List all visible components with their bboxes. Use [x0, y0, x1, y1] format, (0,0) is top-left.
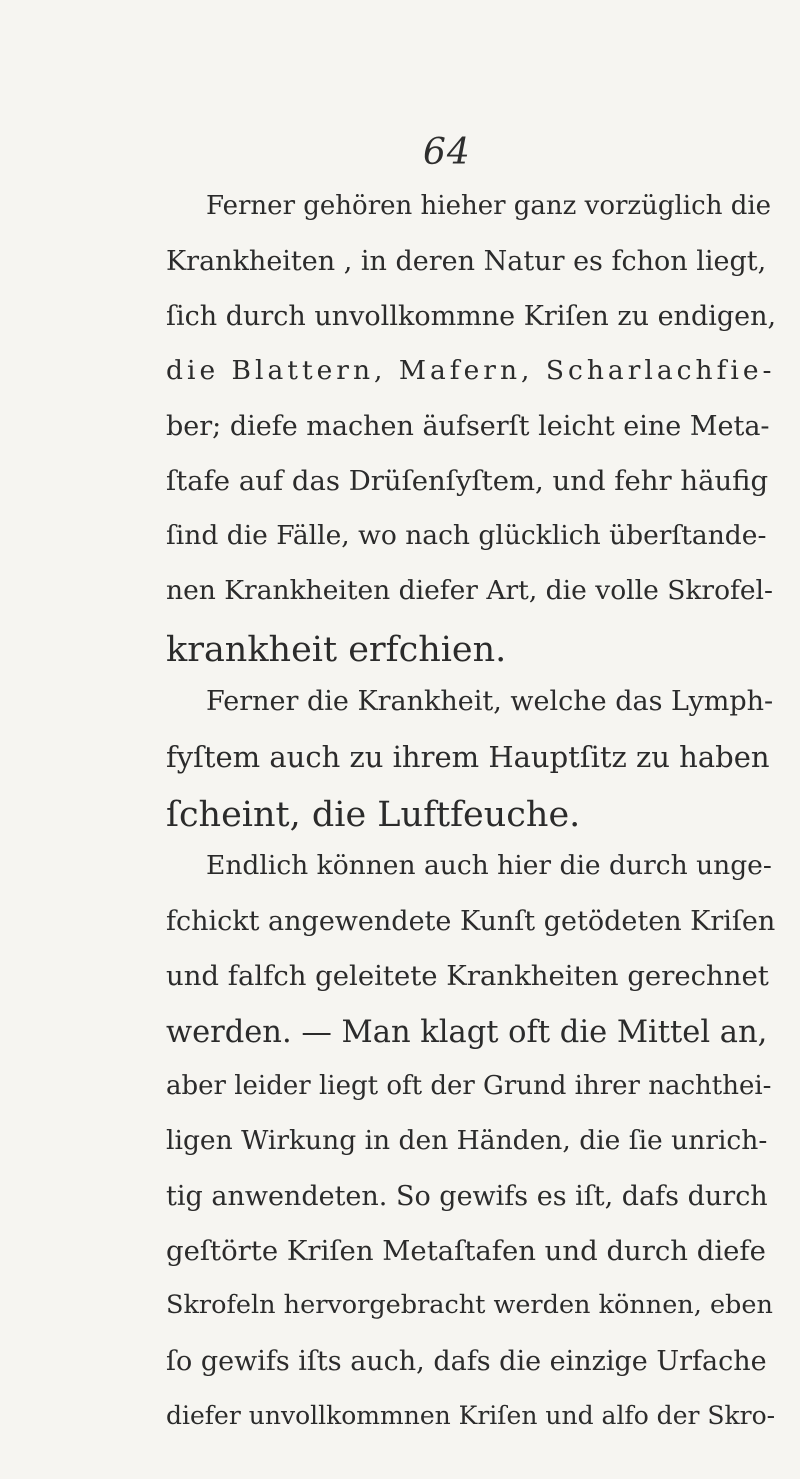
text-line-10: Ferner die Krankheit, welche das Lymph- [206, 686, 774, 717]
text-line-21: Skrofeln hervorgebracht werden können, eben [166, 1290, 773, 1320]
text-line-19: tig anwendeten. So gewifs es iſt, dafs durch [166, 1181, 768, 1212]
text-line-13: Endlich können auch hier die durch unge- [206, 850, 772, 881]
text-line-12: ſcheint, die Luftfeuche. [166, 795, 581, 835]
text-line-9: krankheit erfchien. [166, 630, 507, 670]
text-line-3: ſich durch unvollkommne Kriſen zu endigen, [166, 301, 777, 332]
text-line-20: geſtörte Kriſen Metaſtafen und durch diefe [166, 1235, 766, 1267]
text-line-15: und falfch geleitete Krankheiten gerechnet [166, 960, 769, 992]
text-line-5: ber; diefe machen äufserſt leicht eine Meta- [166, 411, 770, 442]
text-line-17: aber leider liegt oft der Grund ihrer nachthei- [166, 1071, 772, 1101]
text-line-2: Krankheiten , in deren Natur es fchon liegt, [166, 246, 767, 277]
text-line-23: diefer unvollkommnen Kriſen und alfo der Skro- [166, 1401, 776, 1430]
text-line-16: werden. — Man klagt oft die Mittel an, [166, 1015, 768, 1050]
text-line-6: ſtafe auf das Drüſenſyſtem, und fehr häufig [166, 465, 769, 497]
text-line-11: fyſtem auch zu ihrem Hauptſitz zu haben [166, 740, 770, 774]
text-line-4: die Blattern, Mafern, Scharlachfie- [166, 355, 776, 386]
text-line-18: ligen Wirkung in den Händen, die ſie unrich- [166, 1125, 768, 1156]
text-line-22: ſo gewifs iſts auch, dafs die einzige Urfache [166, 1346, 767, 1377]
text-line-1: Ferner gehören hieher ganz vorzüglich die [206, 191, 772, 221]
text-line-8: nen Krankheiten diefer Art, die volle Skrofel- [166, 575, 773, 606]
text-line-7: ſind die Fälle, wo nach glücklich überſtande- [166, 520, 767, 551]
page-number: 64 [423, 132, 471, 173]
text-line-14: fchickt angewendete Kunſt getödeten Kriſen [166, 906, 776, 937]
